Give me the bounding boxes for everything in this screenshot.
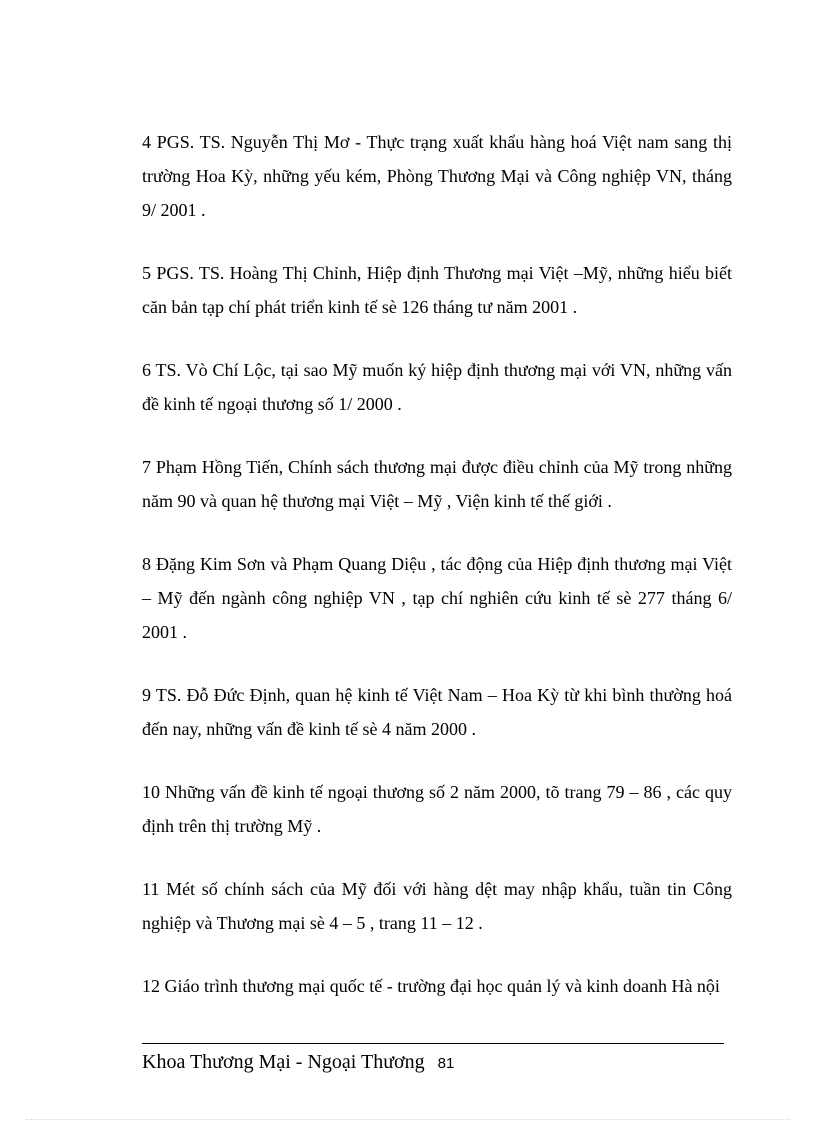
footer-divider: [142, 1043, 724, 1044]
reference-item: 8 Đặng Kim Sơn và Phạm Quang Diệu , tác động của Hiệp định thương mại Việt – Mỹ đến ngành công nghiệp VN , tạp chí nghiên cứu kinh tế sè 277 tháng 6/ 2001 .: [142, 554, 732, 642]
page-footer: [142, 1048, 454, 1078]
reference-item: 7 Phạm Hồng Tiến, Chính sách thương mại được điều chỉnh của Mỹ trong những năm 90 và quan hệ thương mại Việt – Mỹ , Viện kinh tế thế giới .: [142, 457, 732, 511]
reference-list: [142, 125, 732, 1032]
reference-item: 10 Những vấn đề kinh tế ngoại thương số 2 năm 2000, tõ trang 79 – 86 , các quy định trên thị trường Mỹ .: [142, 782, 732, 836]
reference-item: 6 TS. Vò Chí Lộc, tại sao Mỹ muốn ký hiệp định thương mại với VN, những vấn đề kinh tế ngoại thương số 1/ 2000 .: [142, 360, 732, 414]
reference-item: 12 Giáo trình thương mại quốc tế - trường đại học quản lý và kinh doanh Hà nội: [142, 976, 720, 996]
reference-item: 5 PGS. TS. Hoàng Thị Chỉnh, Hiệp định Thương mại Việt –Mỹ, những hiểu biết căn bản tạp chí phát triển kinh tế sè 126 tháng tư năm 2001 .: [142, 263, 732, 317]
reference-item: 11 Mét số chính sách của Mỹ đối với hàng dệt may nhập khẩu, tuần tin Công nghiệp và Thương mại sè 4 – 5 , trang 11 – 12 .: [142, 879, 732, 933]
page-number: 81: [437, 1055, 455, 1072]
footer-label: Khoa Thương Mại - Ngoại Thương: [142, 1051, 425, 1073]
page-edge-divider: [26, 1119, 790, 1120]
reference-item: 9 TS. Đỗ Đức Định, quan hệ kinh tế Việt Nam – Hoa Kỳ từ khi bình thường hoá đến nay, những vấn đề kinh tế sè 4 năm 2000 .: [142, 685, 732, 739]
reference-item: 4 PGS. TS. Nguyễn Thị Mơ - Thực trạng xuất khẩu hàng hoá Việt nam sang thị trường Hoa Kỳ, những yếu kém, Phòng Thương Mại và Công nghiệp VN, tháng 9/ 2001 .: [142, 132, 732, 220]
